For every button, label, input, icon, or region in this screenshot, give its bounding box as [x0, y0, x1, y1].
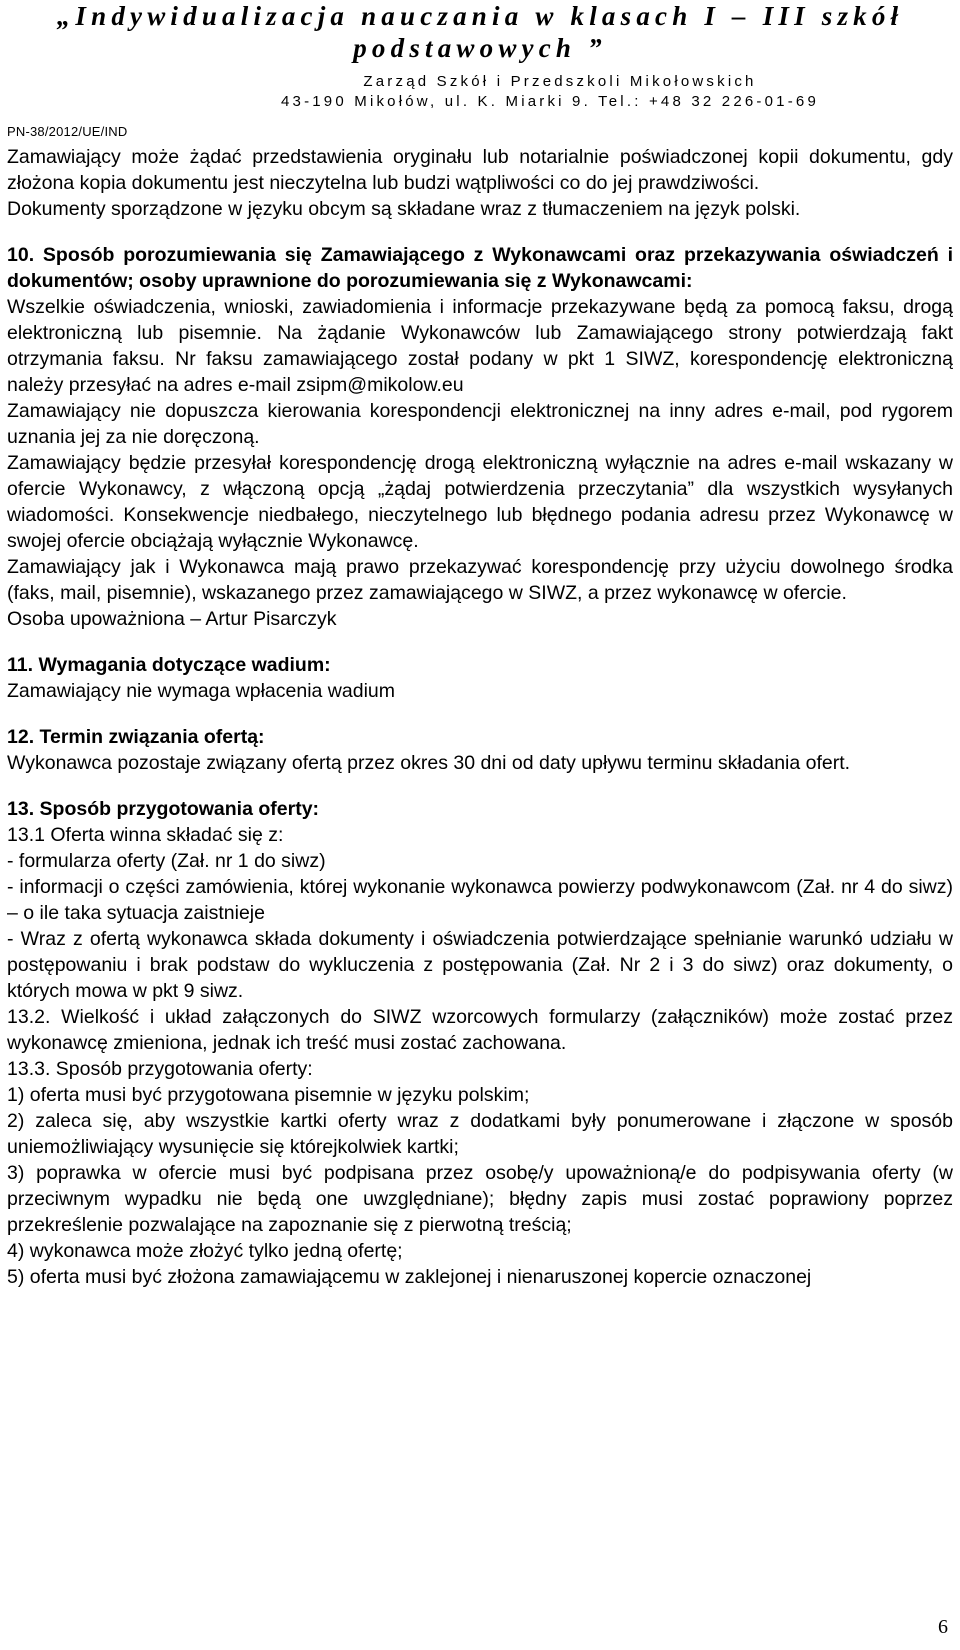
paragraph: Zamawiający nie dopuszcza kierowania korespondencji elektronicznej na inny adres e-mail, pod rygorem uznania jej za nie doręczoną. [7, 400, 953, 448]
paragraph [7, 294, 953, 398]
section-13-heading: 13. Sposób przygotowania oferty: [7, 798, 320, 820]
list-item: - formularza oferty (Zał. nr 1 do siwz) [7, 850, 326, 872]
paragraph: Osoba upoważniona – Artur Pisarczyk [7, 608, 337, 630]
reference-number: PN-38/2012/UE/IND [7, 124, 128, 139]
paragraph: Dokumenty sporządzone w języku obcym są składane wraz z tłumaczeniem na język polski. [7, 198, 801, 220]
organization-address: 43-190 Mikołów, ul. K. Miarki 9. Tel.: +48 32 226-01-69 [280, 93, 819, 110]
section-10-heading: 10. Sposób porozumiewania się Zamawiającego z Wykonawcami oraz przekazywania oświadczeń i dokumentów; osoby uprawnione do porozumiewania się z Wykonawcami: [7, 244, 953, 292]
paragraph: 13.1 Oferta winna składać się z: [7, 824, 284, 846]
list-item: - Wraz z ofertą wykonawca składa dokumenty i oświadczenia potwierdzające spełnianie warunkó udziału w postępowaniu i brak podstaw do wykluczenia z postępowania (Zał. Nr 2 i 3 do siwz) oraz dokumenty, o których mowa w pkt 9 siwz. [7, 928, 953, 1002]
list-item: 1) oferta musi być przygotowana pisemnie w języku polskim; [7, 1084, 530, 1106]
project-title-line-1: „Indywidualizacja nauczania w klasach I – III szkół [56, 1, 904, 31]
paragraph: 13.2. Wielkość i układ załączonych do SIWZ wzorcowych formularzy (załączników) może zostać przez wykonawcę zmieniona, jednak ich treść musi zostać zachowana. [7, 1006, 953, 1054]
section-12-heading: 12. Termin związania ofertą: [7, 726, 265, 748]
section-11-heading: 11. Wymagania dotyczące wadium: [7, 654, 331, 676]
paragraph: 13.3. Sposób przygotowania oferty: [7, 1058, 313, 1080]
page-number: 6 [938, 1616, 948, 1638]
organization-name: Zarząd Szkół i Przedszkoli Mikołowskich [363, 73, 757, 90]
paragraph: Wykonawca pozostaje związany ofertą przez okres 30 dni od daty upływu terminu składania ofert. [7, 752, 851, 774]
list-item: - informacji o części zamówienia, której wykonanie wykonawca powierzy podwykonawcom (Zał. nr 4 do siwz) – o ile taka sytuacja zaistnieje [7, 876, 953, 924]
list-item: 5) oferta musi być złożona zamawiającemu w zaklejonej i nienaruszonej kopercie oznaczonej [7, 1266, 812, 1288]
list-item: 2) zaleca się, aby wszystkie kartki oferty wraz z dodatkami były ponumerowane i złączone w sposób uniemożliwiający wysunięcie się którejkolwiek kartki; [7, 1110, 953, 1158]
paragraph: Zamawiający będzie przesyłał korespondencję drogą elektroniczną wyłącznie na adres e-mail wskazany w ofercie Wykonawcy, z włączoną opcją „żądaj potwierdzenia przeczytania” dla wszystkich wysyłanych wiadomości. Konsekwencje niedbałego, nieczytelnego lub błędnego podania adresu przez Wykonawcę w swojej ofercie obciążają wyłącznie Wykonawcę. [7, 452, 953, 552]
paragraph-text: Wszelkie oświadczenia, wnioski, zawiadomienia i informacje przekazywane będą za pomocą faksu, drogą elektroniczną lub pisemnie. Na żądanie Wykonawców lub Zamawiającego strony potwierdzają fakt otrzymania faksu. Nr faksu zamawiającego został podany w pkt 1 SIWZ, korespondencję elektroniczną należy przesyłać na adres e-mail zsipm@mikolow.eu [7, 296, 953, 396]
list-item: 3) poprawka w ofercie musi być podpisana przez osobę/y upoważnioną/e do podpisywania oferty (w przeciwnym wypadku nie będą one uwzględniane); błędny zapis musi zostać poprawiony poprzez przekreślenie pozwalające na zapoznanie się z pierwotną treścią; [7, 1162, 953, 1236]
project-title [0, 0, 960, 64]
paragraph: Zamawiający nie wymaga wpłacenia wadium [7, 680, 396, 702]
paragraph: Zamawiający jak i Wykonawca mają prawo przekazywać korespondencję przy użyciu dowolnego środka (faks, mail, pisemnie), wskazanego przez zamawiającego w SIWZ, a przez wykonawcę w ofercie. [7, 556, 953, 604]
project-title-line-2: podstawowych ” [353, 33, 607, 63]
paragraph: Zamawiający może żądać przedstawienia oryginału lub notarialnie poświadczonej kopii dokumentu, gdy złożona kopia dokumentu jest nieczytelna lub budzi wątpliwości co do jej prawdziwości. [7, 146, 953, 194]
document-body [7, 144, 953, 1290]
list-item: 4) wykonawca może złożyć tylko jedną ofertę; [7, 1240, 403, 1262]
